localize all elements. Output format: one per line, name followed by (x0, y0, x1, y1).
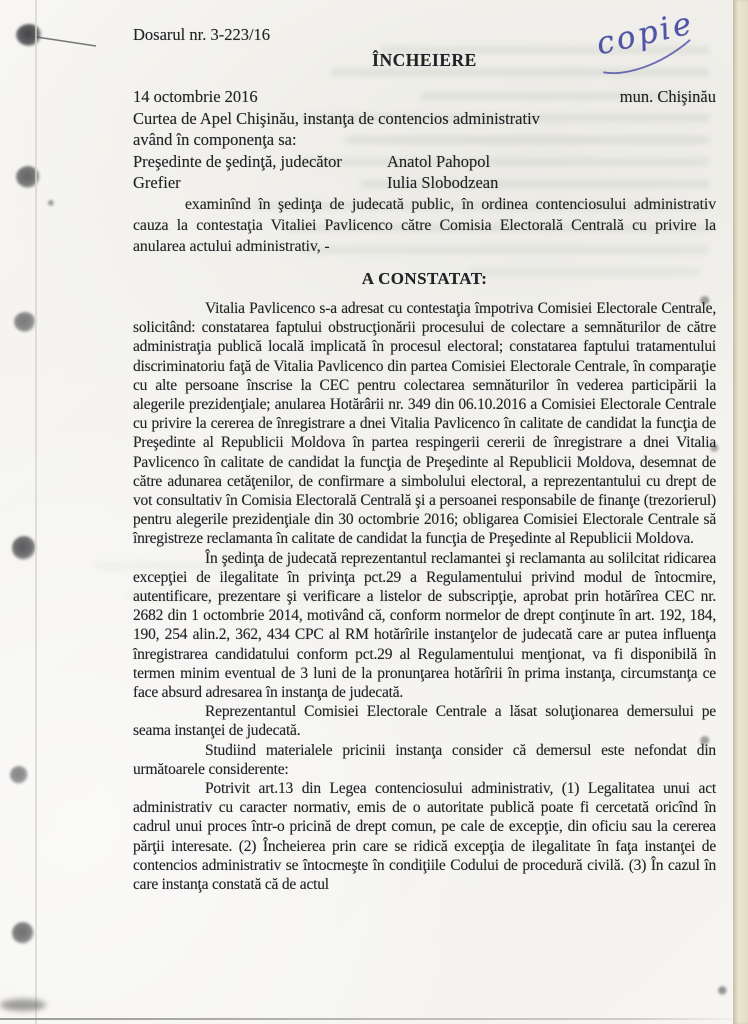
composition-intro: având în componenţa sa: (133, 130, 297, 149)
clerk-name: Iulia Slobodzean (387, 173, 499, 192)
clerk-role-label: Grefier (133, 173, 181, 192)
document-body (133, 24, 716, 894)
scanner-edge-line (0, 1018, 748, 1020)
preamble-paragraph: examinînd în şedinţa de judecată public, în ordinea contenciosului administrativ cauza la contestaţia Vitaliei Pavlicenco către Comisia Electorală Centrală cu privire la anularea actului administrativ, - (133, 195, 716, 255)
panel-role-judge (133, 151, 716, 173)
page-edge-strip (733, 0, 748, 1024)
judge-name: Anatol Pahopol (387, 151, 491, 171)
judge-role-label: Preşedinte de şedinţă, judecător (133, 151, 342, 171)
case-number: Dosarul nr. 3-223/16 (133, 25, 271, 44)
bottom-ink-blot (0, 999, 46, 1011)
body-paragraph: Vitalia Pavlicenco s-a adresat cu contestaţia împotriva Comisiei Electorale Centrale, solicitând: constatarea faptului obstrucţionării procesului de colectare a semnăturilor de către administraţia publică locală implicată în procesul electoral; constatarea faptului tratamentului discriminatoriu faţă de Vitalia Pavlicenco din partea Comisiei Electorale Centrale, în comparaţie cu alte persoane înscrise la CEC pentru colectarea semnăturilor în vederea participării la alegerile prezidenţiale; anularea Hotărârii nr. 349 din 06.10.2016 a Comisiei Electorale Centrale cu privire la cererea de înregistrare a dnei Vitalia Pavlicenco în calitate de candidat la funcţia de Preşedinte al Republicii Moldova în partea respingerii cererii de înregistrare a dnei Vitalia Pavlicenco în calitate de candidat la funcţia de Preşedinte al Republicii Moldova, desemnat de către adunarea cetăţenilor, de confirmare a simbolului electoral, a reprezentantului cu drept de vot consultativ în Comisia Electorală Centrală şi a persoanei responsabile de finanţe (trezorierul) pentru alegerile prezidenţiale din 30 octombrie 2016; obligarea Comisiei Electorale Centrale să înregistreze reclamanta în calitate de candidat la funcţia de Preşedinte al Republicii Moldova. (133, 300, 716, 548)
copy-note-text: copie (592, 5, 698, 63)
panel-role-clerk (133, 172, 716, 194)
body-paragraph: În şedinţa de judecată reprezentantul reclamantei şi reclamanta au solilcitat ridicarea excepţiei de ilegalitate în privinţa pct.29 a Regulamentului privind modul de întocmire, autentificare, prezentare şi verificare a listelor de subscripţie, aprobat prin hotărîrea CEC nr. 2682 din 1 octombrie 2014, motivând că, conform normelor de drept conţinute în art. 192, 184, 190, 254 alin.2, 362, 434 CPC al RM hotărîrile instanţelor de judecată care ar putea influenţa înregistrarea candidatului conform pct.29 al Regulamentului menţionat, va fi disponibilă în termen minim eventual de 3 luni de la pronunţarea hotărîrii în prima instanţa, circumstanţa ce face absurd adresarea în instanţa de judecată. (133, 549, 716, 702)
document-title: ÎNCHEIERE (372, 49, 477, 70)
body-paragraph: Potrivit art.13 din Legea contenciosului administrativ, (1) Legalitatea unui act administrativ cu caracter normativ, emis de o autoritate publică poate fi cercetată oricînd în cadrul unui proces într-o pricină de drept comun, pe cale de excepţie, din oficiu sau la cererea părţii interesate. (2) Încheierea prin care se ridică excepţia de ilegalitate în faţa instanţei de contencios administrativ se întocmeşte în condiţiile Codului de procedură civilă. (3) În cazul în care instanţa constată că de actul (133, 780, 716, 894)
body-paragraph: Reprezentantul Comisiei Electorale Centrale a lăsat soluţionarea demersului pe seama instanţei de judecată. (133, 703, 716, 740)
date-place-row (133, 86, 716, 108)
hearing-date: 14 octombrie 2016 (133, 87, 258, 106)
hearing-place: mun. Chişinău (619, 87, 716, 106)
section-heading: A CONSTATAT: (361, 268, 488, 288)
page-fold-line (35, 0, 37, 1024)
body-paragraph: Studiind materialele pricinii instanţa consider că demersul este nefondat din următoarele considerente: (133, 741, 716, 778)
court-name: Curtea de Apel Chişinău, instanţa de contencios administrativ (133, 108, 540, 128)
